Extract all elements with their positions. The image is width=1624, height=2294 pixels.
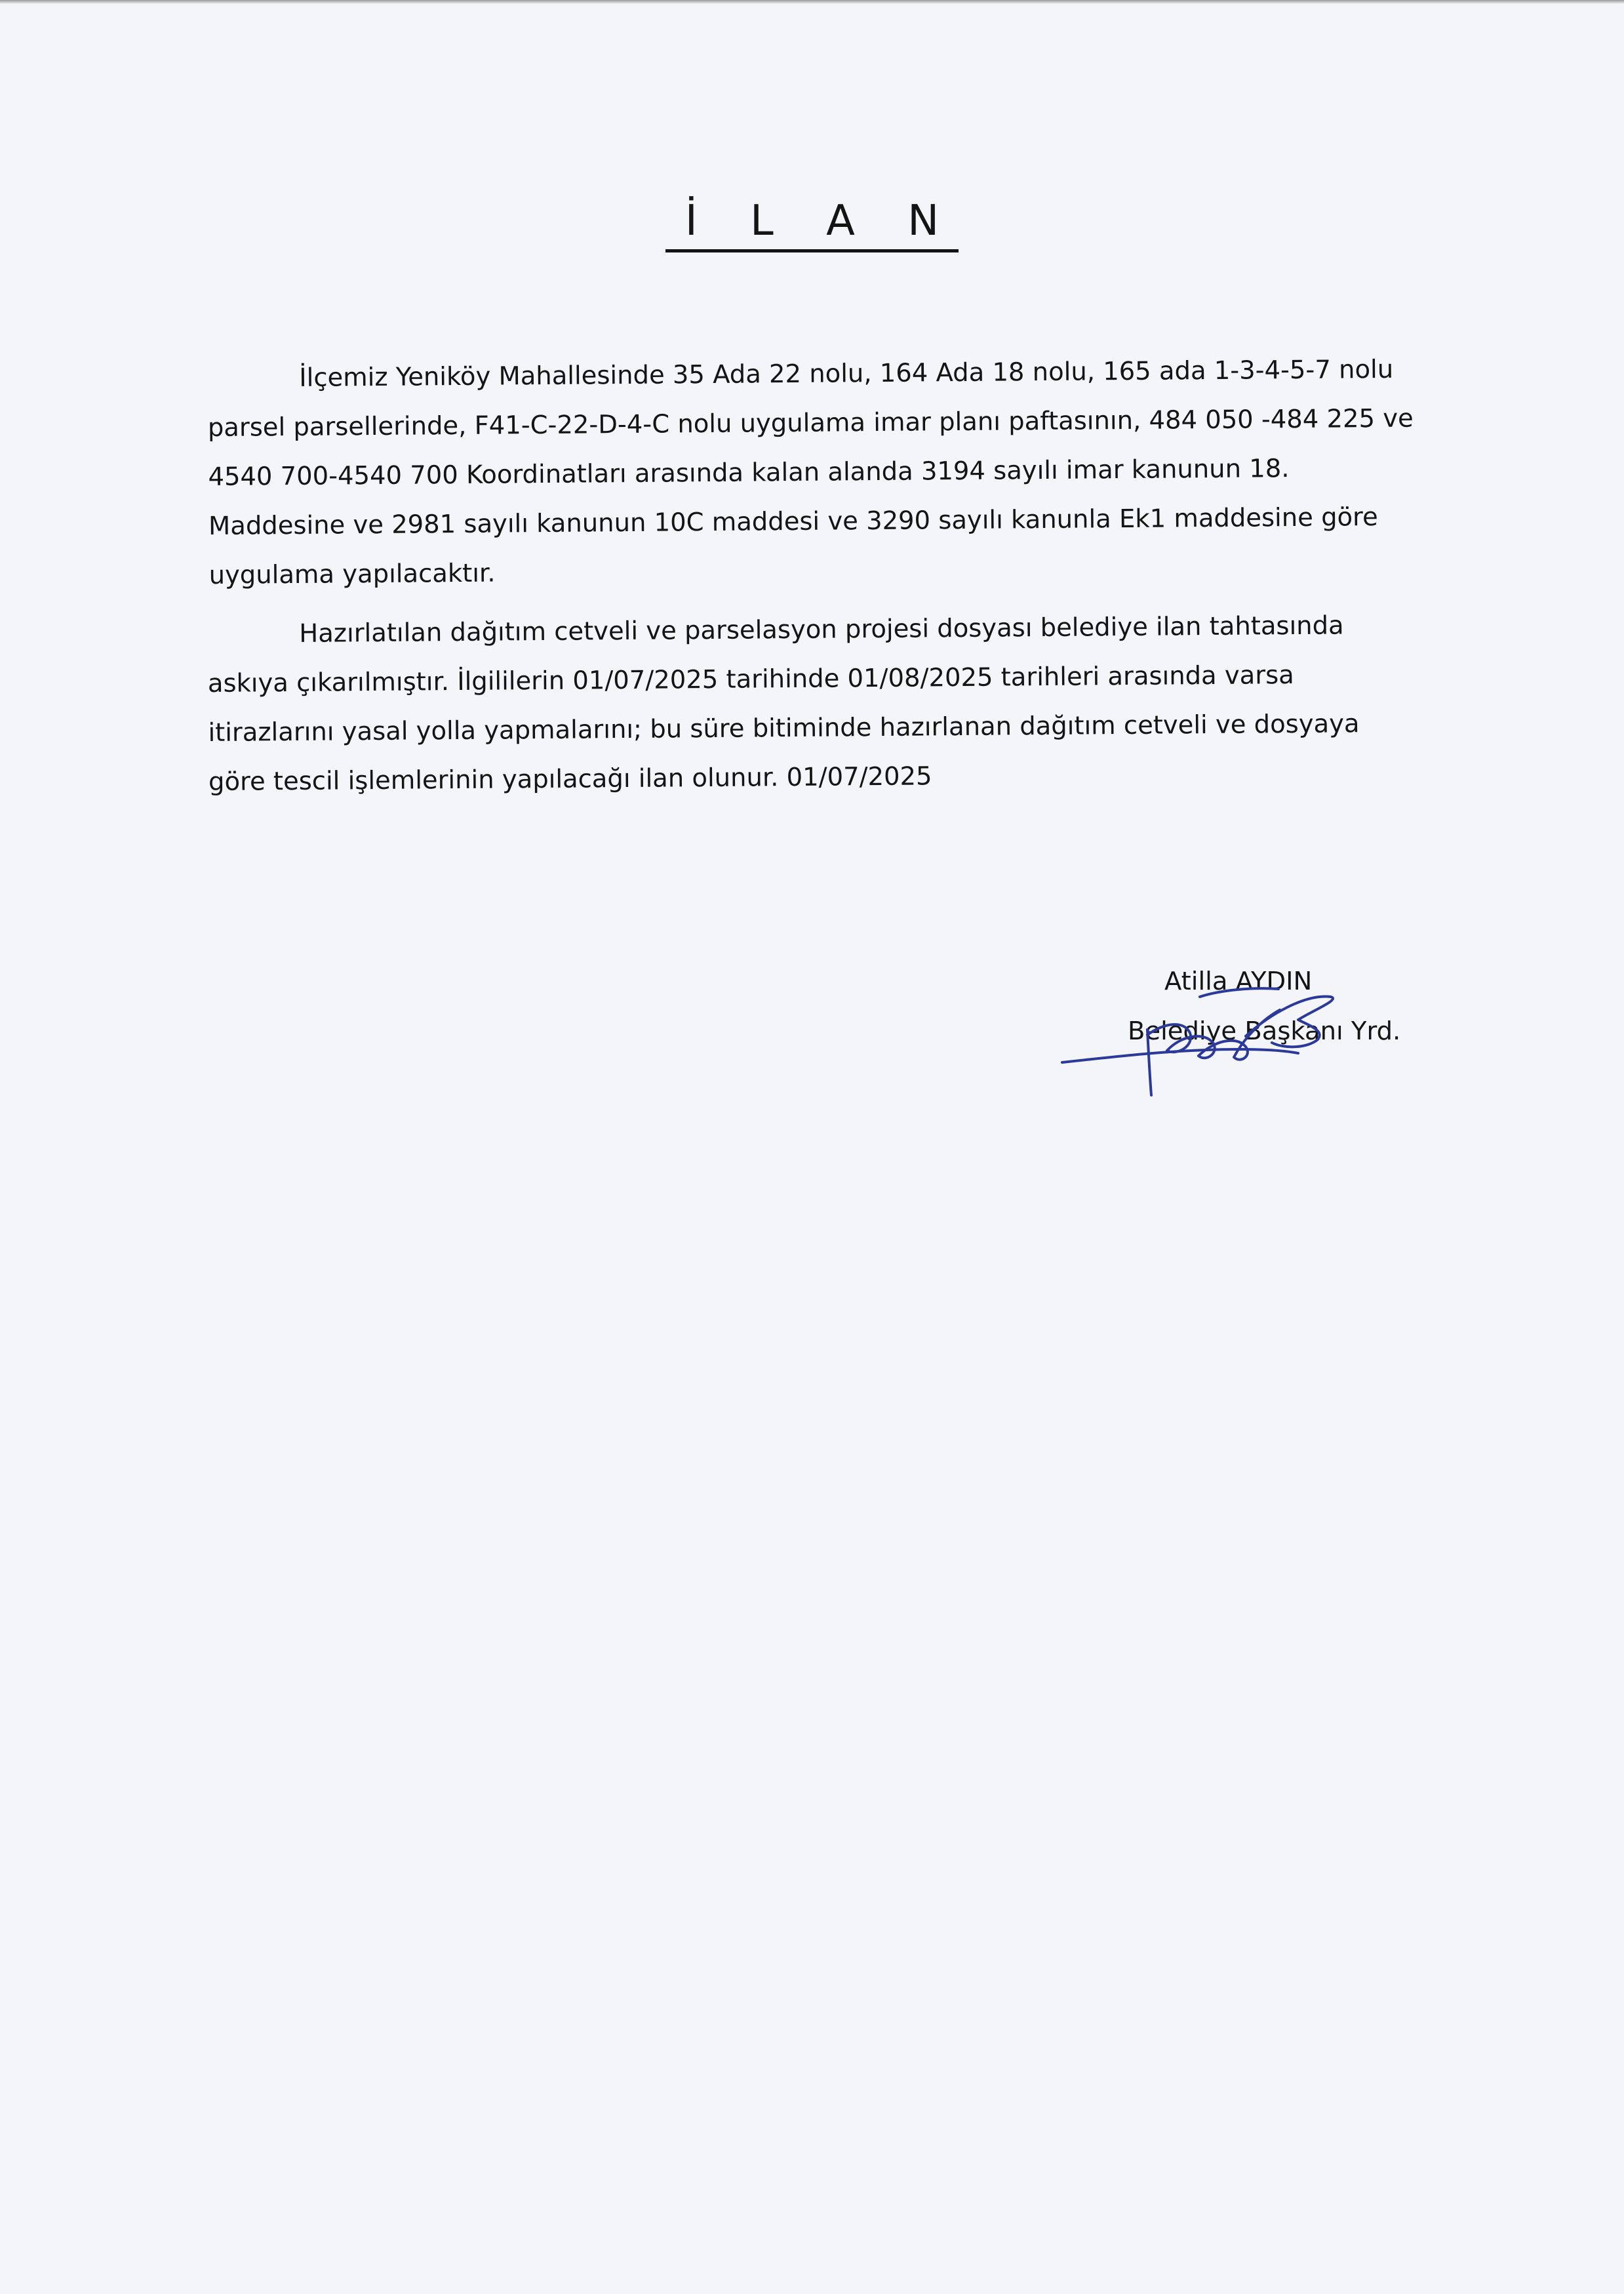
signatory-title: Belediye Başkanı Yrd.	[1128, 1016, 1401, 1046]
paragraph-2: Hazırlatılan dağıtım cetveli ve parselasyon projesi dosyası belediye ilan tahtasında askıya çıkarılmıştır. İlgililerin 01/07/2025 tarihinde 01/08/2025 tarihleri arasında varsa itirazlarını yasal yolla yapmalarını; bu süre bitiminde hazırlanan dağıtım cetveli ve dosyaya göre tescil işlemlerinin yapılacağı ilan olunur. 01/07/2025	[207, 611, 1360, 797]
signature-block	[1128, 964, 1456, 1135]
signature-stroke-cross	[1200, 988, 1278, 997]
document-title-text: İ L A N	[665, 197, 959, 252]
handwritten-signature	[1049, 957, 1351, 1108]
document-title	[0, 197, 1624, 252]
scan-edge	[0, 0, 1624, 4]
signature-stroke-loops	[1147, 1010, 1280, 1060]
signature-stroke-vertical	[1147, 1030, 1151, 1095]
paragraph-1: İlçemiz Yeniköy Mahallesinde 35 Ada 22 nolu, 164 Ada 18 nolu, 165 ada 1-3-4-5-7 nolu parsel parsellerinde, F41-C-22-D-4-C nolu uygulama imar planı paftasının, 484 050 -484 225 ve 4540 700-4540 700 Koordinatları arasında kalan alanda 3194 sayılı imar kanunun 18. Maddesine ve 2981 sayılı kanunun 10C maddesi ve 3290 sayılı kanunla Ek1 maddesine göre uygulama yapılacaktır.	[207, 354, 1414, 590]
signature-stroke-flourish	[1246, 996, 1333, 1047]
signatory-name: Atilla AYDIN	[1164, 967, 1313, 996]
